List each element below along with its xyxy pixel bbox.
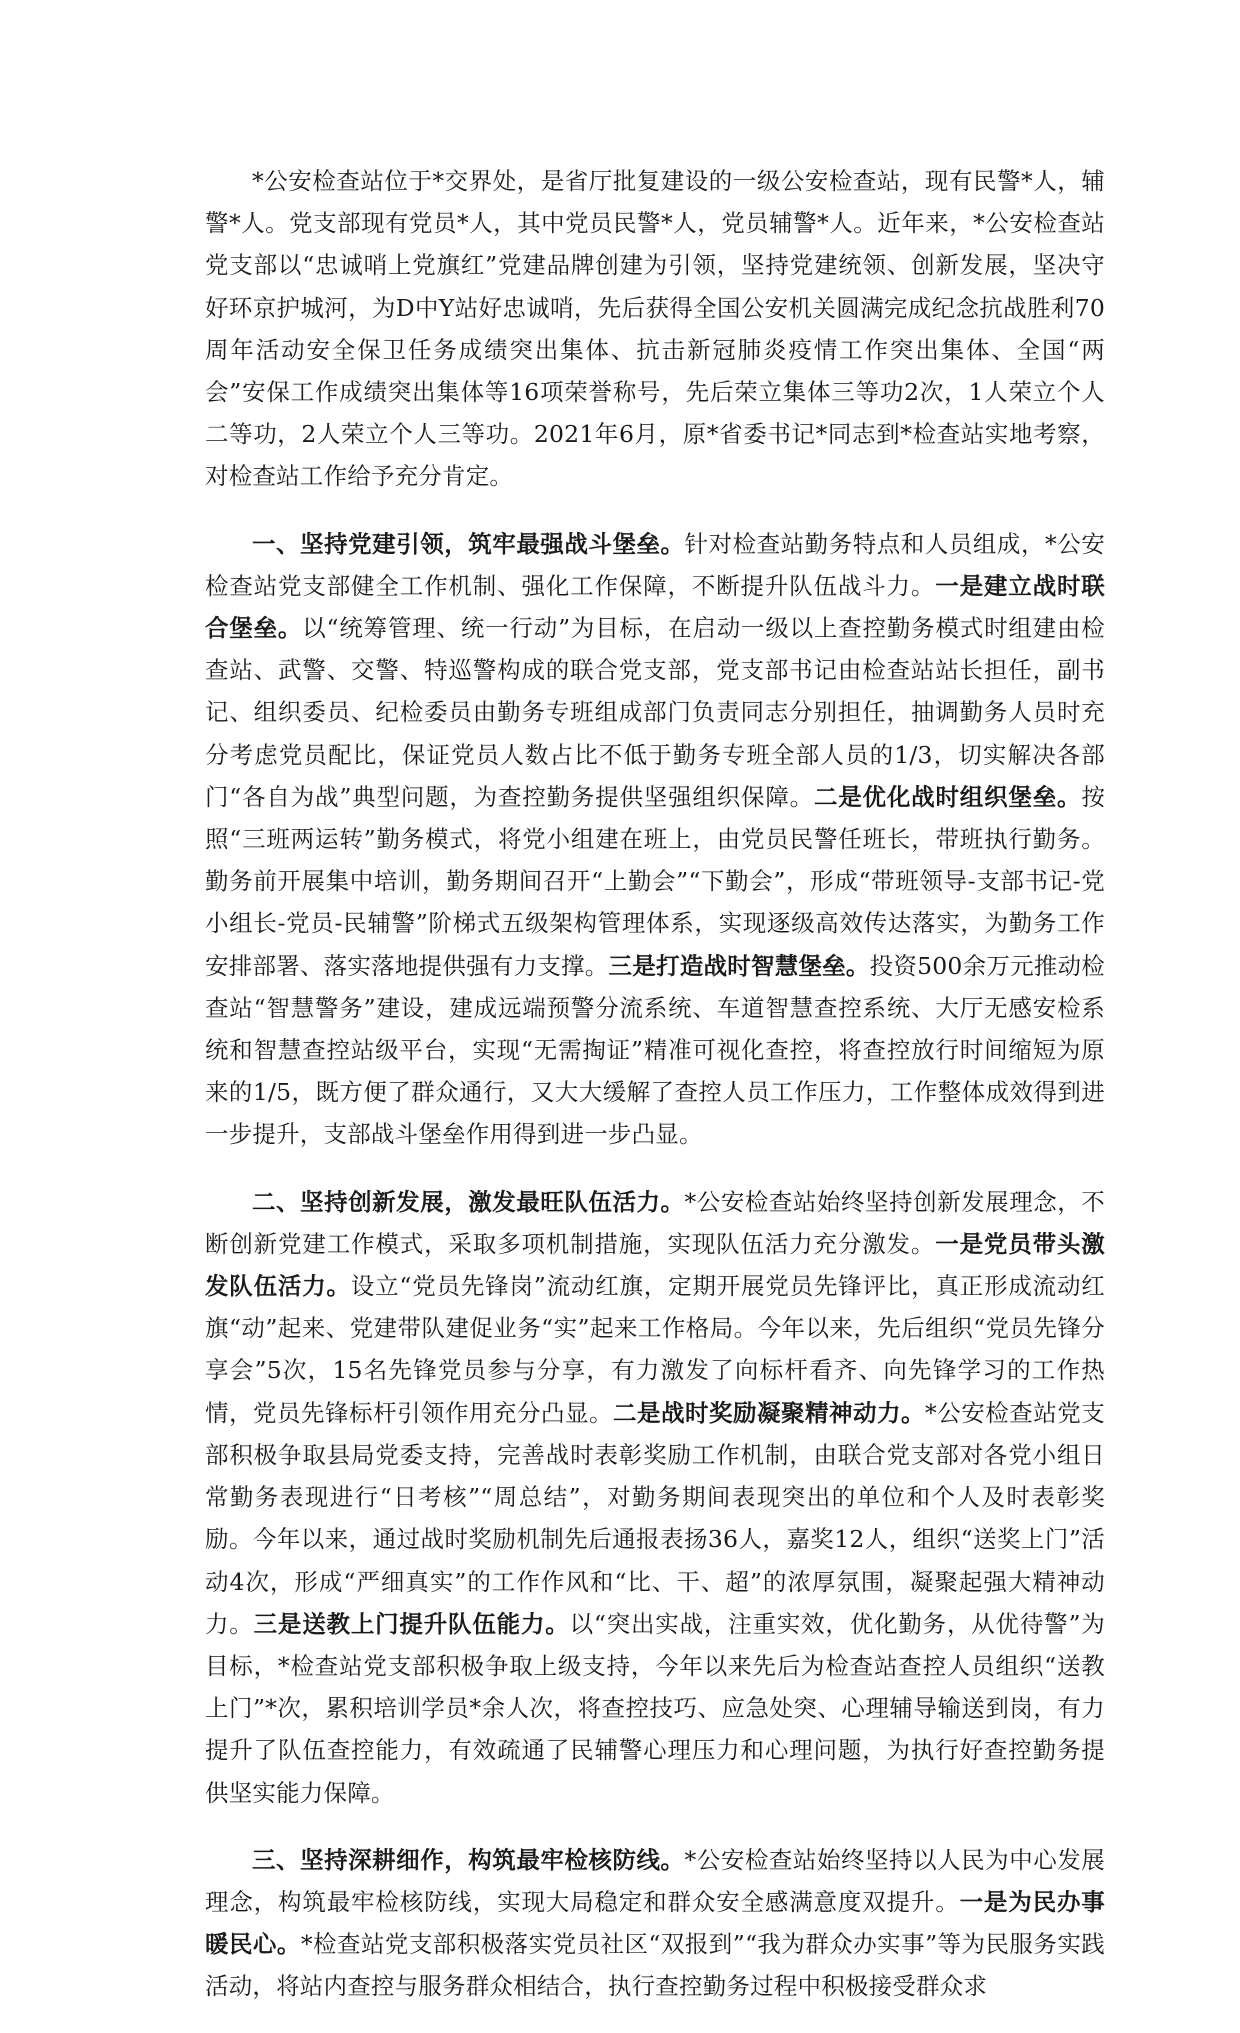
bold-heading-run: 三是送教上门提升队伍能力。 [253,1609,570,1638]
bold-heading-run: 二是优化战时组织堡垒。 [813,782,1082,811]
section-2-paragraph [205,1181,1105,1814]
bold-heading-run: 一是为民办事暖民心。 [205,1887,1106,1959]
bold-heading-run: 三是打造战时智慧堡垒。 [608,951,870,980]
section-1-paragraph [205,523,1105,1156]
text-run: *公安检查站党支部积极争取县局党委支持，完善战时表彰奖励工作机制，由联合党支部对各党小组日常勤务表现进行“日考核”“周总结”，对勤务期间表现突出的单位和个人及时表彰奖励。今年以来，通过战时奖励机制先后通报表扬36人，嘉奖12人，组织“送奖上门”活动4次，形成“严细真实”的工作作风和“比、干、超”的浓厚氛围，凝聚起强大精神动力。 [205,1398,1105,1638]
bold-heading-run: 一是党员带头激发队伍活力。 [205,1229,1105,1301]
text-run: 以“统筹管理、统一行动”为目标，在启动一级以上查控勤务模式时组建由检查站、武警、交警、特巡警构成的联合党支部，党支部书记由检查站站长担任，副书记、组织委员、纪检委员由勤务专班组成部门负责同志分别担任，抽调勤务人员时充分考虑党员配比，保证党员人数占比不低于勤务专班全部人员的1/3，切实解决各部门“各自为战”典型问题，为查控勤务提供坚强组织保障。 [205,614,1105,811]
section-3-paragraph [205,1839,1105,2008]
text-run: *公安检查站始终坚持以人民为中心发展理念，构筑最牢检核防线，实现大局稳定和群众安全感满意度双提升。 [205,1845,1105,1916]
text-run: 以“突出实战，注重实效，优化勤务，从优待警”为目标，*检查站党支部积极争取上级支持，今年以来先后为检查站查控人员组织“送教上门”*次，累积培训学员*余人次，将查控技巧、应急处突、心理辅导输送到岗，有力提升了队伍查控能力，有效疏通了民辅警心理压力和心理问题，为执行好查控勤务提供坚实能力保障。 [205,1609,1105,1807]
intro-paragraph [205,160,1105,498]
document-page [205,160,1105,2033]
bold-heading-run: 二、坚持创新发展，激发最旺队伍活力。 [252,1187,685,1216]
text-run: 设立“党员先锋岗”流动红旗，定期开展党员先锋评比，真正形成流动红旗“动”起来、党建带队建促业务“实”起来工作格局。今年以来，先后组织“党员先锋分享会”5次，15名先锋党员参与分享，有力激发了向标杆看齐、向先锋学习的工作热情，党员先锋标杆引领作用充分凸显。 [205,1272,1105,1427]
text-run: 针对检查站勤务特点和人员组成，*公安检查站党支部健全工作机制、强化工作保障，不断提升队伍战斗力。 [205,529,1105,600]
bold-heading-run: 一是建立战时联合堡垒。 [205,571,1105,643]
bold-heading-run: 二是战时奖励凝聚精神动力。 [613,1398,926,1427]
text-run: 按照“三班两运转”勤务模式，将党小组建在班上，由党员民警任班长，带班执行勤务。勤务前开展集中培训，勤务期间召开“上勤会”“下勤会”，形成“带班领导-支部书记-党小组长-党员-民辅警”阶梯式五级架构管理体系，实现逐级高效传达落实，为勤务工作安排部署、落实落地提供强有力支撑。 [205,782,1106,980]
text-run: *公安检查站位于*交界处，是省厅批复建设的一级公安检查站，现有民警*人，辅警*人。党支部现有党员*人，其中党员民警*人，党员辅警*人。近年来，*公安检查站党支部以“忠诚哨上党旗红”党建品牌创建为引领，坚持党建统领、创新发展，坚决守好环京护城河，为D中Y站好忠诚哨，先后获得全国公安机关圆满完成纪念抗战胜利70周年活动安全保卫任务成绩突出集体、抗击新冠肺炎疫情工作突出集体、全国“两会”安保工作成绩突出集体等16项荣誉称号，先后荣立集体三等功2次，1人荣立个人二等功，2人荣立个人三等功。2021年6月，原*省委书记*同志到*检查站实地考察，对检查站工作给予充分肯定。 [205,167,1105,491]
text-run: *公安检查站始终坚持创新发展理念，不断创新党建工作模式，采取多项机制措施，实现队伍活力充分激发。 [205,1187,1105,1258]
text-run: 投资500余万元推动检查站“智慧警务”建设，建成远端预警分流系统、车道智慧查控系统、大厅无感安检系统和智慧查控站级平台，实现“无需掏证”精准可视化查控，将查控放行时间缩短为原来的1/5，既方便了群众通行，又大大缓解了查控人员工作压力，工作整体成效得到进一步提升，支部战斗堡垒作用得到进一步凸显。 [205,951,1105,1149]
bold-heading-run: 一、坚持党建引领，筑牢最强战斗堡垒。 [252,529,685,558]
text-run: *检查站党支部积极落实党员社区“双报到”“我为群众办实事”等为民服务实践活动，将站内查控与服务群众相结合，执行查控勤务过程中积极接受群众求 [205,1930,1105,2001]
bold-heading-run: 三、坚持深耕细作，构筑最牢检核防线。 [252,1845,685,1874]
